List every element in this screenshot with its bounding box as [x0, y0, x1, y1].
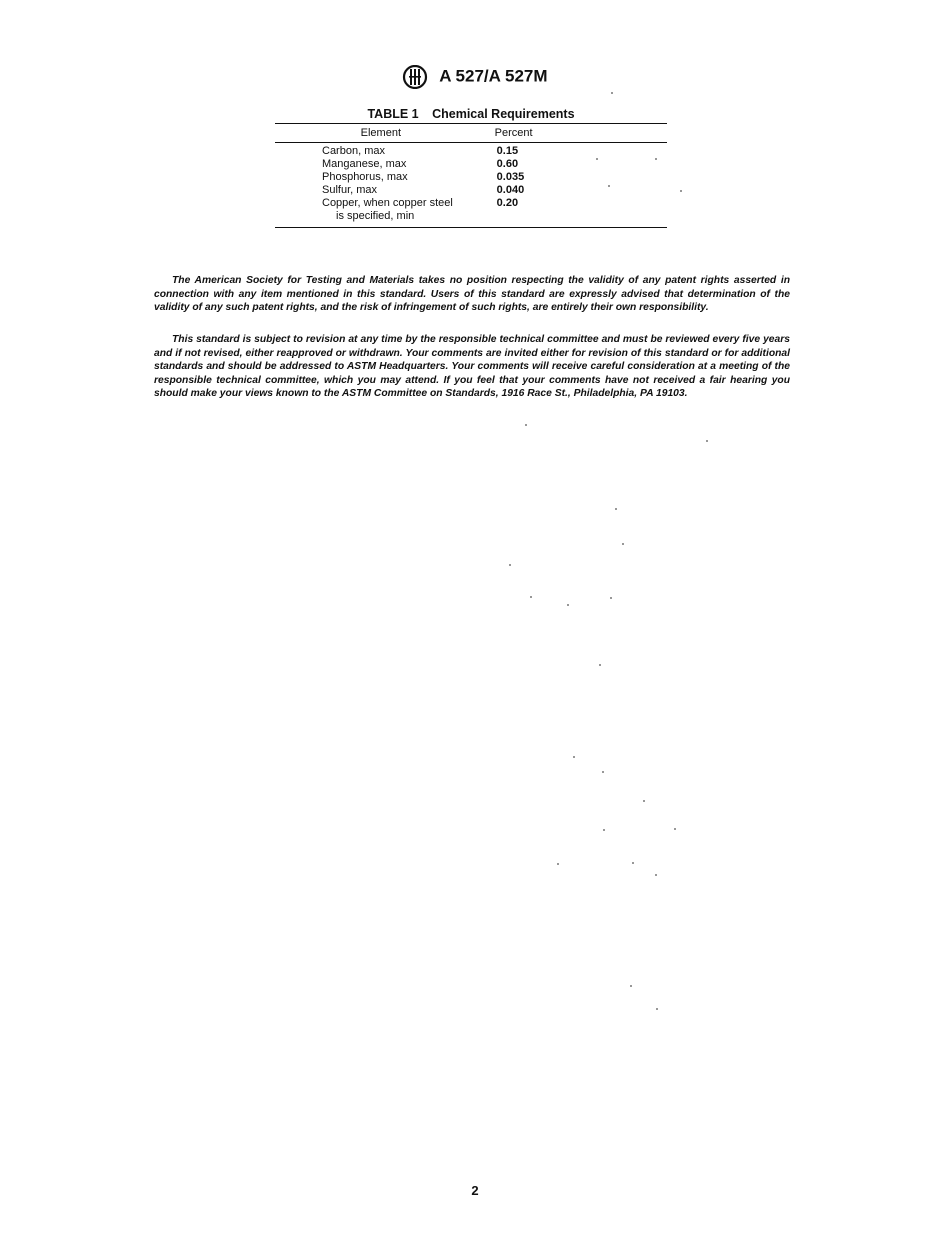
astm-logo-icon [402, 65, 428, 89]
column-header-element: Element [275, 124, 487, 143]
table-row [275, 171, 667, 184]
element-cell-line1: Copper, when copper steel [322, 197, 453, 209]
percent-cell: 0.040 [496, 184, 525, 196]
table-row [275, 197, 667, 228]
percent-cell: 0.60 [496, 158, 519, 170]
standard-designation: A 527/A 527M [439, 66, 548, 86]
chemical-requirements-table [275, 123, 667, 228]
revision-notice: This standard is subject to revision at any time by the responsible technical committee and must be reviewed every five years and if not revised, either reapproved or withdrawn. Your comments are invited either for revision of this standard or for additional standards and should be addressed to ASTM Headquarters. Your comments will receive careful consideration at a meeting of the responsible technical committee, which you may attend. If you feel that your comments have not received a fair hearing you should make your views known to the ASTM Committee on Standards, 1916 Race St., Philadelphia, PA 19103. [154, 334, 790, 399]
element-cell: Phosphorus, max [322, 171, 408, 183]
percent-cell: 0.20 [487, 197, 667, 228]
element-cell: Manganese, max [322, 158, 407, 170]
element-cell-line2: is specified, min [336, 210, 415, 222]
table-row [275, 143, 667, 159]
patent-notice: The American Society for Testing and Materials takes no position respecting the validity of any patent rights asserted in connection with any item mentioned in this standard. Users of this standard are expressly advised that determination of the validity of any such patent rights, and the risk of infringement of such rights, are entirely their own responsibility. [154, 275, 790, 313]
element-cell [275, 197, 487, 228]
element-cell: Sulfur, max [322, 184, 378, 196]
page-header [0, 64, 950, 89]
table-caption-number: TABLE 1 [367, 107, 419, 121]
column-header-percent: Percent [487, 124, 667, 143]
element-cell: Carbon, max [322, 145, 385, 157]
table-row [275, 158, 667, 171]
percent-cell: 0.035 [496, 171, 525, 183]
table-caption-title: Chemical Requirements [432, 107, 575, 121]
percent-cell: 0.15 [496, 145, 519, 157]
table-caption [275, 106, 667, 122]
table-header-row [275, 124, 667, 143]
page-number: 2 [471, 1183, 479, 1198]
